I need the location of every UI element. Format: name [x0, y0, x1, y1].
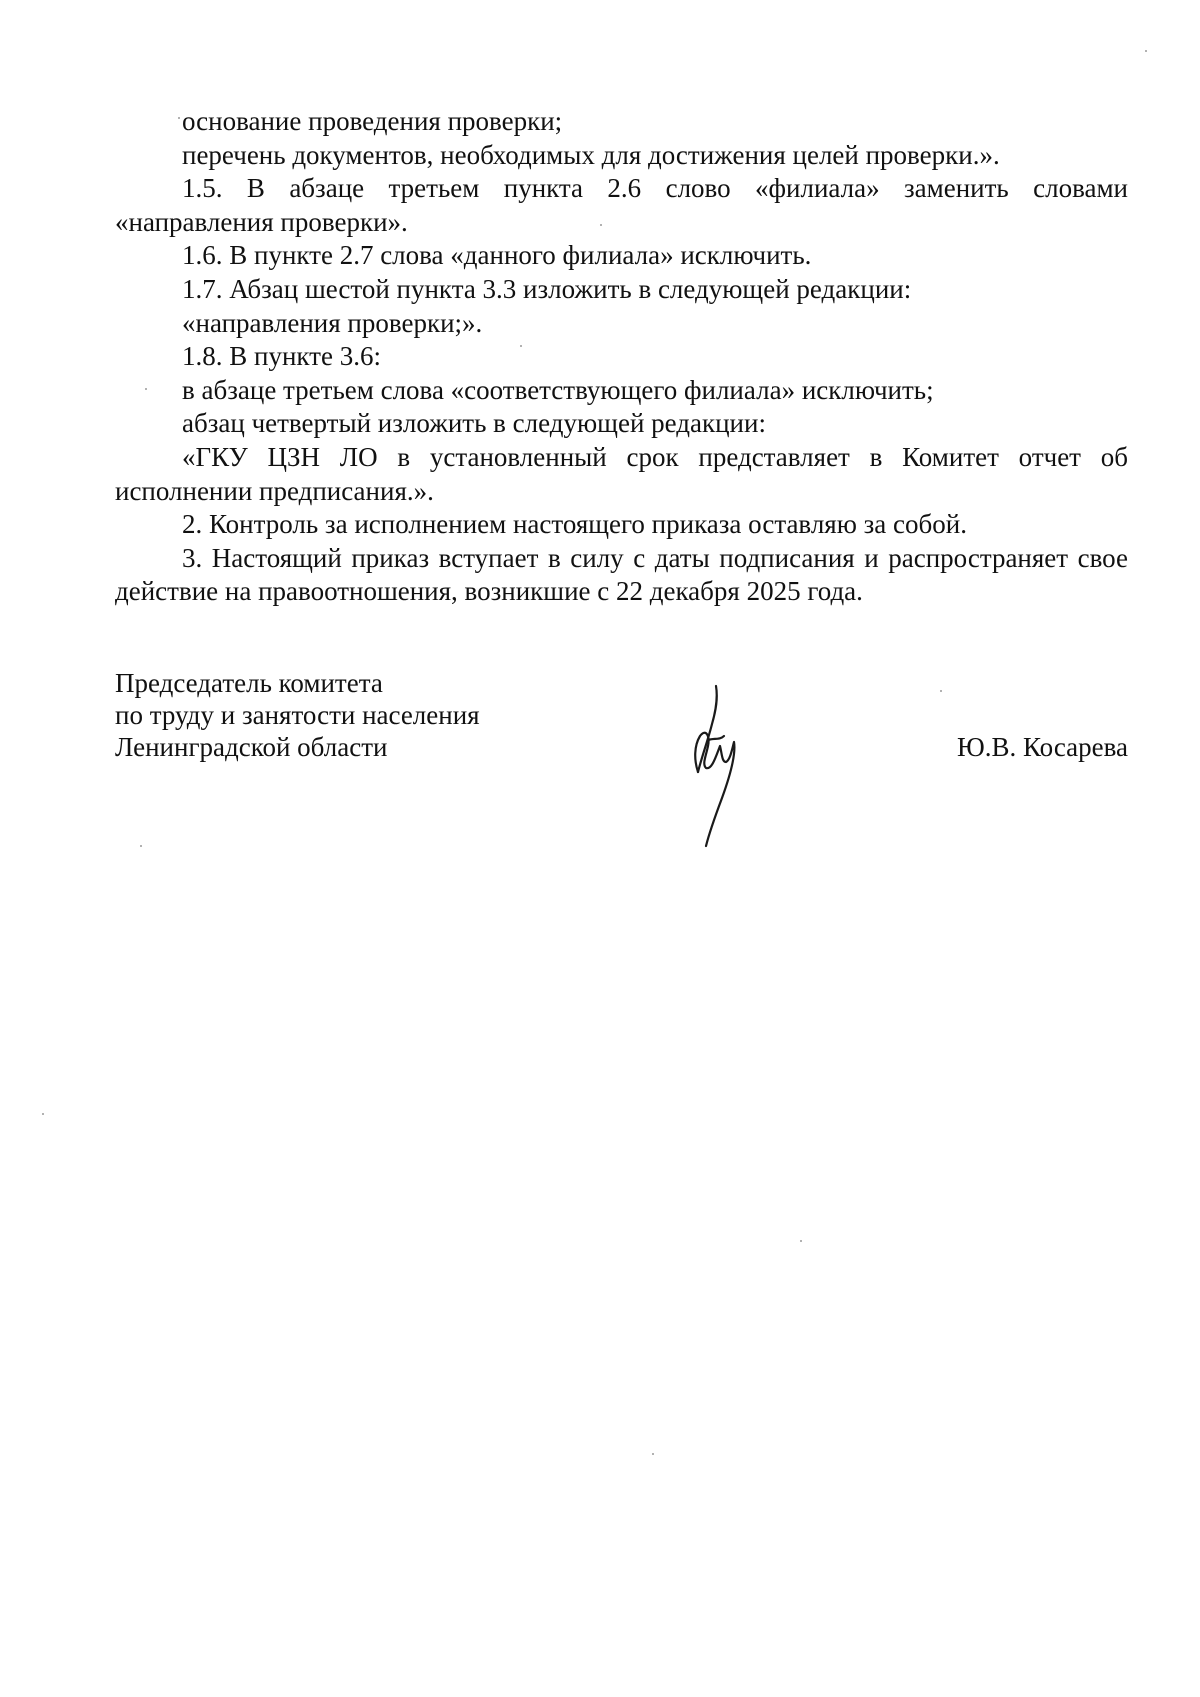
scan-speck	[178, 117, 180, 119]
signatory-position-line: по труду и занятости населения	[115, 700, 480, 730]
scan-speck	[520, 345, 522, 347]
signatory-position-line: Ленинградской области	[115, 732, 388, 762]
paragraph-1-7-text: «направления проверки;».	[182, 307, 483, 338]
handwritten-signature	[680, 680, 760, 850]
paragraph-1-8-third: в абзаце третьем слова «соответствующего филиала» исключить;	[182, 374, 934, 405]
scan-speck	[42, 1113, 44, 1115]
paragraph-1-6: 1.6. В пункте 2.7 слова «данного филиала» исключить.	[182, 240, 812, 271]
paragraph-3-effective: 3. Настоящий приказ вступает в силу с даты подписания и распространяет свое действие на правоотношения, возникшие с 22 декабря 2025 года.	[115, 542, 1128, 607]
document-body	[115, 105, 1128, 609]
scan-speck	[600, 224, 602, 226]
scan-speck	[652, 1453, 654, 1455]
paragraph-1-7: 1.7. Абзац шестой пункта 3.3 изложить в следующей редакции:	[182, 273, 912, 304]
scan-speck	[800, 1240, 802, 1242]
scan-speck	[140, 845, 142, 847]
paragraph-inspection-basis: основание проведения проверки;	[182, 106, 563, 136]
paragraph-1-8: 1.8. В пункте 3.6:	[182, 341, 381, 372]
scan-speck	[940, 690, 942, 692]
signatory-position-line: Председатель комитета	[115, 668, 383, 698]
scan-speck	[1145, 50, 1147, 52]
paragraph-documents-list: перечень документов, необходимых для достижения целей проверки.».	[182, 139, 1000, 170]
paragraph-1-8-fourth: абзац четвертый изложить в следующей редакции:	[182, 408, 766, 439]
signatory-name: Ю.В. Косарева	[956, 732, 1128, 762]
scan-speck	[145, 388, 147, 390]
paragraph-1-8-fourth-text: «ГКУ ЦЗН ЛО в установленный срок представляет в Комитет отчет об исполнении предписания.».	[115, 441, 1128, 506]
paragraph-1-5: 1.5. В абзаце третьем пункта 2.6 слово «филиала» заменить словами «направления проверки».	[115, 173, 1128, 237]
paragraph-2-control: 2. Контроль за исполнением настоящего приказа оставляю за собой.	[182, 509, 967, 540]
signatory-position	[115, 667, 480, 763]
